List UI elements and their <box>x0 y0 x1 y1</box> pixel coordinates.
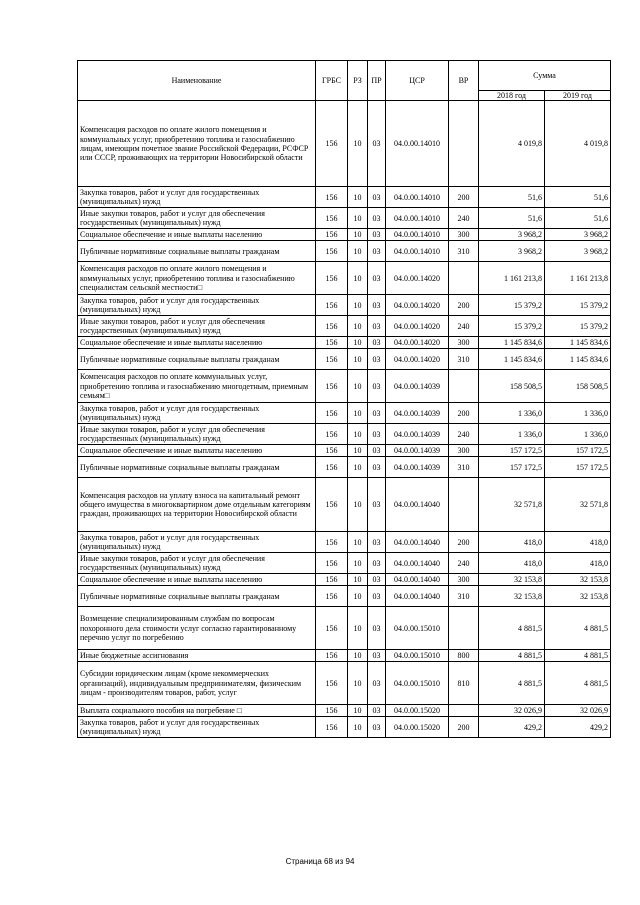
cell-vr: 240 <box>449 208 479 229</box>
cell-grbs: 156 <box>316 586 348 607</box>
cell-rz: 10 <box>348 349 368 370</box>
cell-grbs: 156 <box>316 403 348 424</box>
cell-vr: 310 <box>449 349 479 370</box>
cell-name: Иные закупки товаров, работ и услуг для обеспечения государственных (муниципальных) нужд <box>78 316 316 337</box>
cell-pr: 03 <box>368 241 386 262</box>
table-row <box>78 337 611 349</box>
cell-name: Иные бюджетные ассигнования <box>78 650 316 662</box>
cell-vr: 200 <box>449 717 479 738</box>
cell-sum-2018: 32 571,8 <box>479 478 545 532</box>
table-body <box>78 101 611 738</box>
cell-csr: 04.0.00.14020 <box>386 262 449 295</box>
header-grbs: ГРБС <box>316 61 348 101</box>
table-row <box>78 445 611 457</box>
cell-vr: 200 <box>449 532 479 553</box>
table-row <box>78 262 611 295</box>
cell-rz: 10 <box>348 208 368 229</box>
cell-rz: 10 <box>348 705 368 717</box>
cell-rz: 10 <box>348 717 368 738</box>
header-vr: ВР <box>449 61 479 101</box>
header-name: Наименование <box>78 61 316 101</box>
cell-rz: 10 <box>348 337 368 349</box>
cell-name: Компенсация расходов по оплате коммунальных услуг, приобретению топлива и газоснабжению многодетным, приемным семьям□ <box>78 370 316 403</box>
cell-sum-2019: 4 019,8 <box>545 101 611 187</box>
cell-csr: 04.0.00.14010 <box>386 208 449 229</box>
cell-sum-2019: 1 145 834,6 <box>545 349 611 370</box>
cell-sum-2019: 3 968,2 <box>545 241 611 262</box>
cell-sum-2018: 15 379,2 <box>479 316 545 337</box>
cell-vr <box>449 607 479 650</box>
cell-name: Компенсация расходов по оплате жилого помещения и коммунальных услуг, приобретению топлива и газоснабжению специалистам сельской местности□ <box>78 262 316 295</box>
cell-pr: 03 <box>368 187 386 208</box>
cell-pr: 03 <box>368 705 386 717</box>
cell-rz: 10 <box>348 403 368 424</box>
cell-pr: 03 <box>368 337 386 349</box>
cell-vr: 810 <box>449 662 479 705</box>
cell-pr: 03 <box>368 553 386 574</box>
cell-sum-2018: 4 881,5 <box>479 607 545 650</box>
cell-pr: 03 <box>368 229 386 241</box>
cell-sum-2019: 32 153,8 <box>545 574 611 586</box>
header-csr: ЦСР <box>386 61 449 101</box>
cell-grbs: 156 <box>316 295 348 316</box>
cell-sum-2019: 3 968,2 <box>545 229 611 241</box>
cell-grbs: 156 <box>316 553 348 574</box>
cell-rz: 10 <box>348 187 368 208</box>
cell-sum-2019: 51,6 <box>545 208 611 229</box>
cell-sum-2018: 51,6 <box>479 208 545 229</box>
cell-pr: 03 <box>368 262 386 295</box>
cell-sum-2018: 32 153,8 <box>479 574 545 586</box>
cell-sum-2019: 157 172,5 <box>545 457 611 478</box>
cell-csr: 04.0.00.14039 <box>386 424 449 445</box>
cell-pr: 03 <box>368 532 386 553</box>
cell-sum-2019: 32 026,9 <box>545 705 611 717</box>
table-row <box>78 295 611 316</box>
cell-vr: 240 <box>449 553 479 574</box>
cell-name: Закупка товаров, работ и услуг для государственных (муниципальных) нужд <box>78 187 316 208</box>
cell-sum-2018: 15 379,2 <box>479 295 545 316</box>
cell-grbs: 156 <box>316 101 348 187</box>
cell-sum-2019: 418,0 <box>545 553 611 574</box>
cell-vr: 300 <box>449 229 479 241</box>
cell-csr: 04.0.00.14020 <box>386 337 449 349</box>
cell-pr: 03 <box>368 349 386 370</box>
cell-grbs: 156 <box>316 574 348 586</box>
cell-csr: 04.0.00.14010 <box>386 101 449 187</box>
cell-name: Иные закупки товаров, работ и услуг для обеспечения государственных (муниципальных) нужд <box>78 424 316 445</box>
cell-pr: 03 <box>368 650 386 662</box>
cell-sum-2019: 32 153,8 <box>545 586 611 607</box>
cell-pr: 03 <box>368 403 386 424</box>
cell-sum-2019: 418,0 <box>545 532 611 553</box>
cell-sum-2018: 418,0 <box>479 532 545 553</box>
cell-csr: 04.0.00.14039 <box>386 403 449 424</box>
cell-grbs: 156 <box>316 445 348 457</box>
cell-sum-2019: 4 881,5 <box>545 662 611 705</box>
cell-name: Публичные нормативные социальные выплаты гражданам <box>78 457 316 478</box>
cell-grbs: 156 <box>316 337 348 349</box>
cell-name: Социальное обеспечение и иные выплаты населению <box>78 229 316 241</box>
cell-csr: 04.0.00.14010 <box>386 229 449 241</box>
cell-name: Социальное обеспечение и иные выплаты населению <box>78 574 316 586</box>
cell-rz: 10 <box>348 229 368 241</box>
cell-grbs: 156 <box>316 607 348 650</box>
cell-name: Публичные нормативные социальные выплаты гражданам <box>78 241 316 262</box>
cell-name: Компенсация расходов на уплату взноса на капитальный ремонт общего имущества в многоквартирном доме отдельным категориям граждан, проживающих на территории Новосибирской области <box>78 478 316 532</box>
cell-csr: 04.0.00.14020 <box>386 316 449 337</box>
cell-vr: 200 <box>449 403 479 424</box>
table-row <box>78 553 611 574</box>
header-pr: ПР <box>368 61 386 101</box>
cell-sum-2019: 157 172,5 <box>545 445 611 457</box>
cell-grbs: 156 <box>316 262 348 295</box>
cell-name: Иные закупки товаров, работ и услуг для обеспечения государственных (муниципальных) нужд <box>78 208 316 229</box>
page-footer: Страница 68 из 94 <box>285 857 355 866</box>
cell-pr: 03 <box>368 295 386 316</box>
cell-rz: 10 <box>348 370 368 403</box>
cell-sum-2019: 15 379,2 <box>545 316 611 337</box>
cell-sum-2019: 1 161 213,8 <box>545 262 611 295</box>
table-row <box>78 607 611 650</box>
table-row <box>78 662 611 705</box>
cell-vr: 200 <box>449 295 479 316</box>
cell-csr: 04.0.00.14040 <box>386 553 449 574</box>
cell-grbs: 156 <box>316 187 348 208</box>
cell-csr: 04.0.00.15010 <box>386 650 449 662</box>
cell-csr: 04.0.00.14039 <box>386 370 449 403</box>
cell-grbs: 156 <box>316 457 348 478</box>
table-row <box>78 650 611 662</box>
cell-name: Выплата социального пособия на погребение □ <box>78 705 316 717</box>
cell-grbs: 156 <box>316 241 348 262</box>
cell-vr: 310 <box>449 457 479 478</box>
cell-name: Иные закупки товаров, работ и услуг для обеспечения государственных (муниципальных) нужд <box>78 553 316 574</box>
table-row <box>78 403 611 424</box>
table-row <box>78 478 611 532</box>
cell-sum-2019: 1 145 834,6 <box>545 337 611 349</box>
cell-sum-2018: 1 336,0 <box>479 403 545 424</box>
cell-vr: 300 <box>449 574 479 586</box>
cell-grbs: 156 <box>316 349 348 370</box>
table-row <box>78 241 611 262</box>
cell-name: Публичные нормативные социальные выплаты гражданам <box>78 586 316 607</box>
cell-rz: 10 <box>348 650 368 662</box>
cell-pr: 03 <box>368 662 386 705</box>
cell-grbs: 156 <box>316 370 348 403</box>
table-row <box>78 574 611 586</box>
cell-sum-2018: 3 968,2 <box>479 229 545 241</box>
cell-rz: 10 <box>348 553 368 574</box>
cell-csr: 04.0.00.14040 <box>386 586 449 607</box>
cell-sum-2019: 32 571,8 <box>545 478 611 532</box>
cell-vr: 200 <box>449 187 479 208</box>
cell-grbs: 156 <box>316 424 348 445</box>
cell-rz: 10 <box>348 101 368 187</box>
cell-pr: 03 <box>368 717 386 738</box>
cell-vr: 310 <box>449 586 479 607</box>
cell-csr: 04.0.00.14010 <box>386 187 449 208</box>
cell-grbs: 156 <box>316 229 348 241</box>
cell-rz: 10 <box>348 424 368 445</box>
cell-csr: 04.0.00.15020 <box>386 717 449 738</box>
cell-sum-2018: 4 019,8 <box>479 101 545 187</box>
cell-vr <box>449 262 479 295</box>
cell-grbs: 156 <box>316 717 348 738</box>
table-row <box>78 532 611 553</box>
table-row <box>78 705 611 717</box>
cell-name: Социальное обеспечение и иные выплаты населению <box>78 445 316 457</box>
cell-sum-2018: 32 153,8 <box>479 586 545 607</box>
budget-table <box>77 60 611 738</box>
cell-rz: 10 <box>348 295 368 316</box>
cell-name: Субсидии юридическим лицам (кроме некоммерческих организаций), индивидуальным предпринимателям, физическим лицам - производителям товаров, работ, услуг <box>78 662 316 705</box>
cell-grbs: 156 <box>316 208 348 229</box>
cell-sum-2018: 1 145 834,6 <box>479 337 545 349</box>
cell-vr <box>449 478 479 532</box>
cell-sum-2019: 4 881,5 <box>545 607 611 650</box>
cell-name: Социальное обеспечение и иные выплаты населению <box>78 337 316 349</box>
cell-sum-2018: 1 145 834,6 <box>479 349 545 370</box>
cell-name: Возмещение специализированным службам по вопросам похоронного дела стоимости услуг согласно гарантированному перечню услуг по погребению <box>78 607 316 650</box>
cell-grbs: 156 <box>316 650 348 662</box>
cell-pr: 03 <box>368 101 386 187</box>
cell-sum-2019: 429,2 <box>545 717 611 738</box>
cell-rz: 10 <box>348 662 368 705</box>
cell-vr <box>449 101 479 187</box>
cell-vr: 300 <box>449 337 479 349</box>
cell-vr <box>449 705 479 717</box>
cell-pr: 03 <box>368 370 386 403</box>
cell-sum-2018: 1 336,0 <box>479 424 545 445</box>
table-row <box>78 457 611 478</box>
cell-vr: 240 <box>449 424 479 445</box>
cell-sum-2019: 1 336,0 <box>545 424 611 445</box>
table-row <box>78 229 611 241</box>
cell-rz: 10 <box>348 262 368 295</box>
cell-sum-2019: 51,6 <box>545 187 611 208</box>
table-row <box>78 370 611 403</box>
cell-sum-2018: 32 026,9 <box>479 705 545 717</box>
cell-sum-2018: 3 968,2 <box>479 241 545 262</box>
cell-pr: 03 <box>368 574 386 586</box>
cell-pr: 03 <box>368 478 386 532</box>
cell-vr: 300 <box>449 445 479 457</box>
table-row <box>78 208 611 229</box>
cell-vr: 310 <box>449 241 479 262</box>
cell-pr: 03 <box>368 445 386 457</box>
cell-pr: 03 <box>368 316 386 337</box>
table-row <box>78 349 611 370</box>
cell-csr: 04.0.00.14040 <box>386 532 449 553</box>
cell-sum-2018: 157 172,5 <box>479 445 545 457</box>
cell-csr: 04.0.00.14010 <box>386 241 449 262</box>
cell-csr: 04.0.00.15010 <box>386 607 449 650</box>
cell-sum-2018: 157 172,5 <box>479 457 545 478</box>
cell-rz: 10 <box>348 532 368 553</box>
cell-csr: 04.0.00.15020 <box>386 705 449 717</box>
header-year-2018: 2018 год <box>479 91 545 101</box>
cell-name: Компенсация расходов по оплате жилого помещения и коммунальных услуг, приобретению топлива и газоснабжению лицам, имеющим почетное звание Российской Федерации, РСФСР или СССР, проживающих на территории Новосибирской области <box>78 101 316 187</box>
cell-grbs: 156 <box>316 478 348 532</box>
cell-sum-2018: 4 881,5 <box>479 662 545 705</box>
cell-sum-2019: 158 508,5 <box>545 370 611 403</box>
table-row <box>78 316 611 337</box>
cell-name: Публичные нормативные социальные выплаты гражданам <box>78 349 316 370</box>
cell-vr: 240 <box>449 316 479 337</box>
table-row <box>78 586 611 607</box>
cell-csr: 04.0.00.14039 <box>386 445 449 457</box>
cell-csr: 04.0.00.14020 <box>386 349 449 370</box>
cell-sum-2018: 158 508,5 <box>479 370 545 403</box>
cell-vr <box>449 370 479 403</box>
cell-sum-2018: 429,2 <box>479 717 545 738</box>
cell-rz: 10 <box>348 574 368 586</box>
cell-sum-2019: 4 881,5 <box>545 650 611 662</box>
cell-name: Закупка товаров, работ и услуг для государственных (муниципальных) нужд <box>78 403 316 424</box>
cell-csr: 04.0.00.15010 <box>386 662 449 705</box>
cell-sum-2018: 1 161 213,8 <box>479 262 545 295</box>
cell-sum-2019: 1 336,0 <box>545 403 611 424</box>
table-row <box>78 717 611 738</box>
cell-grbs: 156 <box>316 705 348 717</box>
cell-rz: 10 <box>348 478 368 532</box>
cell-rz: 10 <box>348 457 368 478</box>
cell-name: Закупка товаров, работ и услуг для государственных (муниципальных) нужд <box>78 717 316 738</box>
cell-pr: 03 <box>368 607 386 650</box>
cell-csr: 04.0.00.14039 <box>386 457 449 478</box>
document-page <box>77 60 610 738</box>
cell-name: Закупка товаров, работ и услуг для государственных (муниципальных) нужд <box>78 295 316 316</box>
table-row <box>78 101 611 187</box>
cell-sum-2018: 4 881,5 <box>479 650 545 662</box>
cell-csr: 04.0.00.14040 <box>386 574 449 586</box>
cell-csr: 04.0.00.14040 <box>386 478 449 532</box>
cell-vr: 800 <box>449 650 479 662</box>
cell-csr: 04.0.00.14020 <box>386 295 449 316</box>
cell-pr: 03 <box>368 208 386 229</box>
cell-grbs: 156 <box>316 316 348 337</box>
cell-pr: 03 <box>368 586 386 607</box>
cell-rz: 10 <box>348 445 368 457</box>
cell-sum-2018: 51,6 <box>479 187 545 208</box>
header-sum: Сумма <box>479 61 611 91</box>
cell-sum-2019: 15 379,2 <box>545 295 611 316</box>
cell-pr: 03 <box>368 424 386 445</box>
header-year-2019: 2019 год <box>545 91 611 101</box>
cell-grbs: 156 <box>316 532 348 553</box>
cell-sum-2018: 418,0 <box>479 553 545 574</box>
table-row <box>78 187 611 208</box>
header-rz: РЗ <box>348 61 368 101</box>
cell-rz: 10 <box>348 607 368 650</box>
table-row <box>78 424 611 445</box>
cell-pr: 03 <box>368 457 386 478</box>
cell-name: Закупка товаров, работ и услуг для государственных (муниципальных) нужд <box>78 532 316 553</box>
cell-rz: 10 <box>348 316 368 337</box>
cell-rz: 10 <box>348 241 368 262</box>
cell-grbs: 156 <box>316 662 348 705</box>
cell-rz: 10 <box>348 586 368 607</box>
